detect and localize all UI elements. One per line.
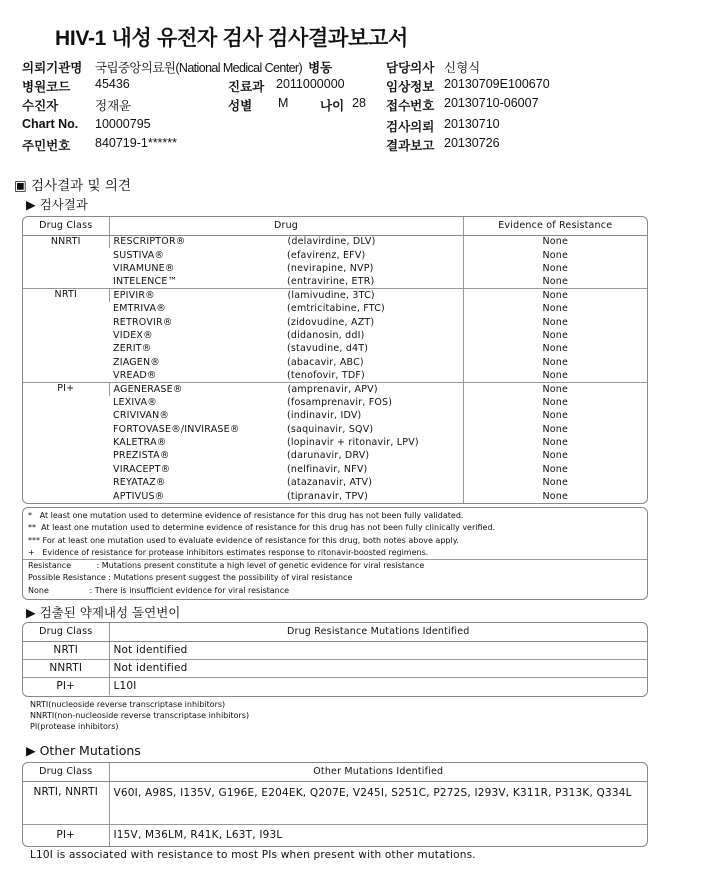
drug-generic: (delavirdine, DLV) xyxy=(287,236,376,248)
subheading-mutations: ▶ 검출된 약제내성 돌연변이 xyxy=(26,605,181,620)
drug-generic: (abacavir, ABC) xyxy=(287,356,364,368)
abbreviation: PI(protease inhibitors) xyxy=(30,722,119,731)
drug-brand: VIRAMUNE® xyxy=(113,262,175,274)
drug-generic: (atazanavir, ATV) xyxy=(287,477,373,489)
drug-cell xyxy=(109,329,463,342)
drug-class: NNRTI xyxy=(23,235,109,289)
request-label: 검사의뢰 xyxy=(386,120,435,134)
sex-label: 성별 xyxy=(228,99,253,113)
drug-brand: LEXIVA® xyxy=(113,396,157,408)
drug-generic: (nelfinavir, NFV) xyxy=(287,463,368,475)
evidence-value: None xyxy=(463,262,647,275)
drug-cell xyxy=(109,275,463,288)
request-value: 20130710 xyxy=(444,117,500,131)
drug-class: NNRTI xyxy=(23,659,109,677)
drug-brand: RETROVIR® xyxy=(113,316,173,328)
drug-brand: INTELENCE™ xyxy=(113,276,178,288)
evidence-value: None xyxy=(463,302,647,315)
drug-cell xyxy=(109,436,463,449)
table-row xyxy=(23,641,647,659)
table-row xyxy=(23,781,647,824)
header-evidence: Evidence of Resistance xyxy=(463,217,647,235)
id-value: 840719-1****** xyxy=(95,136,178,150)
drug-brand: VIDEX® xyxy=(113,329,153,341)
other-mutations: I15V, M36LM, R41K, L63T, I93L xyxy=(109,824,647,846)
drug-class: NRTI xyxy=(23,289,109,383)
drug-class: NRTI xyxy=(23,641,109,659)
table-row xyxy=(23,677,647,695)
drug-cell xyxy=(109,396,463,409)
evidence-value: None xyxy=(463,409,647,422)
drug-cell xyxy=(109,449,463,462)
table-row xyxy=(23,449,647,462)
drug-class: PI+ xyxy=(56,829,76,842)
drug-cell xyxy=(109,369,463,382)
table-row xyxy=(23,396,647,409)
abbreviation: NNRTI(non-nucleoside reverse transcriptase inhibitors) xyxy=(30,711,250,720)
drug-cell xyxy=(109,409,463,422)
header-drug-class: Drug Class xyxy=(23,217,109,235)
drug-brand: RESCRIPTOR® xyxy=(113,236,186,248)
drug-generic: (indinavir, IDV) xyxy=(287,410,362,422)
drug-brand: PREZISTA® xyxy=(113,450,170,462)
drug-brand: ZIAGEN® xyxy=(113,356,161,368)
subheading-other: ▶ Other Mutations xyxy=(26,743,141,758)
drug-brand: CRIVIVAN® xyxy=(113,410,170,422)
table-row xyxy=(23,369,647,382)
drug-generic: (darunavir, DRV) xyxy=(287,450,370,462)
chart-label: Chart No. xyxy=(22,117,79,131)
table-row xyxy=(23,289,647,302)
hospital-row xyxy=(95,58,332,76)
drug-generic: (saquinavir, SQV) xyxy=(287,423,374,435)
drug-brand: SUSTIVA® xyxy=(113,249,165,261)
evidence-value: None xyxy=(463,489,647,502)
drug-class: NRTI, NNRTI xyxy=(23,781,109,824)
drug-cell xyxy=(109,248,463,261)
chart-value: 10000795 xyxy=(95,117,151,131)
legend-line: None : There is insufficient evidence for viral resistance xyxy=(28,585,290,595)
receipt-label: 접수번호 xyxy=(386,99,435,113)
patient-value: 정재윤 xyxy=(95,99,132,113)
footnote: *** For at least one mutation used to evaluate evidence of resistance for this drug, both notes above apply. xyxy=(28,535,459,545)
drug-generic: (nevirapine, NVP) xyxy=(287,262,374,274)
drug-generic: (entravirine, ETR) xyxy=(287,276,375,288)
table-row xyxy=(23,463,647,476)
drug-brand: KALETRA® xyxy=(113,437,167,449)
header-drug-class: Drug Class xyxy=(23,623,109,641)
table-row xyxy=(23,409,647,422)
table-row xyxy=(23,422,647,435)
drug-cell xyxy=(109,315,463,328)
table-row xyxy=(23,235,647,248)
drug-brand: ZERIT® xyxy=(113,343,152,355)
evidence-value: None xyxy=(463,476,647,489)
legend-line: Possible Resistance : Mutations present suggest the possibility of viral resistance xyxy=(28,573,353,583)
drug-generic: (stavudine, d4T) xyxy=(287,343,369,355)
table-row xyxy=(23,342,647,355)
table-row xyxy=(23,824,647,846)
report-value: 20130726 xyxy=(444,136,500,150)
dept-value: 2011000000 xyxy=(276,77,345,91)
header-other-mutations: Other Mutations Identified xyxy=(109,763,647,781)
drug-generic: (tenofovir, TDF) xyxy=(287,369,365,381)
clinical-value: 20130709E100670 xyxy=(444,77,550,91)
drug-generic: (lamivudine, 3TC) xyxy=(287,290,375,301)
footnote: + Evidence of resistance for protease inhibitors estimates response to ritonavir-boosted regimens. xyxy=(28,547,429,557)
drug-cell xyxy=(109,356,463,369)
evidence-value: None xyxy=(463,275,647,288)
drug-generic: (tipranavir, TPV) xyxy=(287,490,369,502)
abbreviation: NRTI(nucleoside reverse transcriptase inhibitors) xyxy=(30,700,226,709)
id-label: 주민번호 xyxy=(22,139,71,153)
drug-generic: (fosamprenavir, FOS) xyxy=(287,396,393,408)
header-drug-class: Drug Class xyxy=(23,763,109,781)
section-heading-results: ▣ 검사결과 및 의견 xyxy=(14,178,131,194)
drug-cell xyxy=(109,463,463,476)
drug-brand: FORTOVASE®/INVIRASE® xyxy=(113,423,240,435)
report-label: 결과보고 xyxy=(386,139,435,153)
drug-brand: REYATAZ® xyxy=(113,477,166,489)
patient-label: 수진자 xyxy=(22,99,59,113)
table-row xyxy=(23,262,647,275)
drug-generic: (emtricitabine, FTC) xyxy=(287,303,385,315)
evidence-value: None xyxy=(463,449,647,462)
resistance-table xyxy=(22,216,648,504)
drug-cell xyxy=(109,342,463,355)
code-label: 병원코드 xyxy=(22,80,71,94)
table-row xyxy=(23,275,647,288)
footnote: * At least one mutation used to determine evidence of resistance for this drug has not been fully validated. xyxy=(28,511,464,520)
drug-cell xyxy=(109,262,463,275)
drug-cell xyxy=(109,235,463,248)
drug-cell xyxy=(109,476,463,489)
table-row xyxy=(23,302,647,315)
evidence-value: None xyxy=(463,396,647,409)
drug-generic: (zidovudine, AZT) xyxy=(287,316,375,328)
drug-generic: (amprenavir, APV) xyxy=(287,383,378,395)
evidence-value: None xyxy=(463,289,647,302)
evidence-value: None xyxy=(463,369,647,382)
table-row xyxy=(23,476,647,489)
drug-generic: (lopinavir + ritonavir, LPV) xyxy=(287,437,419,449)
drug-brand: VIRACEPT® xyxy=(113,463,171,475)
dept-label: 진료과 xyxy=(228,80,265,94)
hospital-label: 의뢰기관명 xyxy=(22,61,83,75)
evidence-value: None xyxy=(463,315,647,328)
table-row xyxy=(23,659,647,677)
age-label: 나이 xyxy=(320,99,345,113)
doctor-label: 담당의사 xyxy=(386,61,435,75)
evidence-value: None xyxy=(463,342,647,355)
evidence-value: None xyxy=(463,356,647,369)
table-row xyxy=(23,315,647,328)
sex-value: M xyxy=(278,96,289,110)
table-row xyxy=(23,382,647,395)
drug-cell xyxy=(109,289,463,302)
drug-brand: VREAD® xyxy=(113,369,157,381)
drug-generic: (didanosin, ddI) xyxy=(287,329,365,341)
report-title: HIV-1 내성 유전자 검사 검사결과보고서 xyxy=(55,27,408,50)
mutations: L10I xyxy=(109,677,647,695)
mutations: Not identified xyxy=(109,659,647,677)
table-row xyxy=(23,436,647,449)
table-row xyxy=(23,248,647,261)
drug-class: PI+ xyxy=(56,680,76,693)
drug-brand: AGENERASE® xyxy=(113,383,183,395)
subheading-results: ▶ 검사결과 xyxy=(26,197,88,212)
evidence-value: None xyxy=(463,436,647,449)
drug-brand: EPIVIR® xyxy=(113,290,155,301)
code-value: 45436 xyxy=(95,77,130,91)
evidence-value: None xyxy=(463,248,647,261)
drug-cell xyxy=(109,422,463,435)
header-mutations: Drug Resistance Mutations Identified xyxy=(109,623,647,641)
header-drug: Drug xyxy=(109,217,463,235)
mutation-table xyxy=(22,622,648,697)
drug-cell xyxy=(109,489,463,502)
other-mutation-table xyxy=(22,762,648,847)
drug-class: PI+ xyxy=(57,382,75,394)
table-row xyxy=(23,489,647,502)
receipt-value: 20130710-06007 xyxy=(444,96,539,110)
drug-brand: APTIVUS® xyxy=(113,490,165,502)
table-row xyxy=(23,356,647,369)
footer-note: L10I is associated with resistance to most PIs when present with other mutations. xyxy=(30,849,476,861)
evidence-value: None xyxy=(463,382,647,395)
doctor-value: 신형식 xyxy=(444,61,481,75)
evidence-value: None xyxy=(463,329,647,342)
hospital-value: 국립중앙의료원(National Medical Center) xyxy=(95,61,303,75)
clinical-label: 임상정보 xyxy=(386,80,435,94)
drug-cell xyxy=(109,382,463,395)
other-mutations: V60I, A98S, I135V, G196E, E204EK, Q207E, V245I, S251C, P272S, I293V, K311R, P313K, Q334L xyxy=(109,781,647,824)
table-row xyxy=(23,329,647,342)
evidence-value: None xyxy=(463,463,647,476)
evidence-value: None xyxy=(463,422,647,435)
drug-cell xyxy=(109,302,463,315)
evidence-value: None xyxy=(463,235,647,248)
age-value: 28 xyxy=(352,96,366,110)
footnote: ** At least one mutation used to determine evidence of resistance for this drug has not been fully clinically verified. xyxy=(28,523,496,533)
mutations: Not identified xyxy=(109,641,647,659)
footnotes-box xyxy=(22,507,648,600)
drug-generic: (efavirenz, EFV) xyxy=(287,249,366,261)
drug-brand: EMTRIVA® xyxy=(113,303,166,315)
ward-label: 병동 xyxy=(308,61,333,75)
legend-line: Resistance : Mutations present constitute a high level of genetic evidence for viral resistance xyxy=(23,559,647,572)
